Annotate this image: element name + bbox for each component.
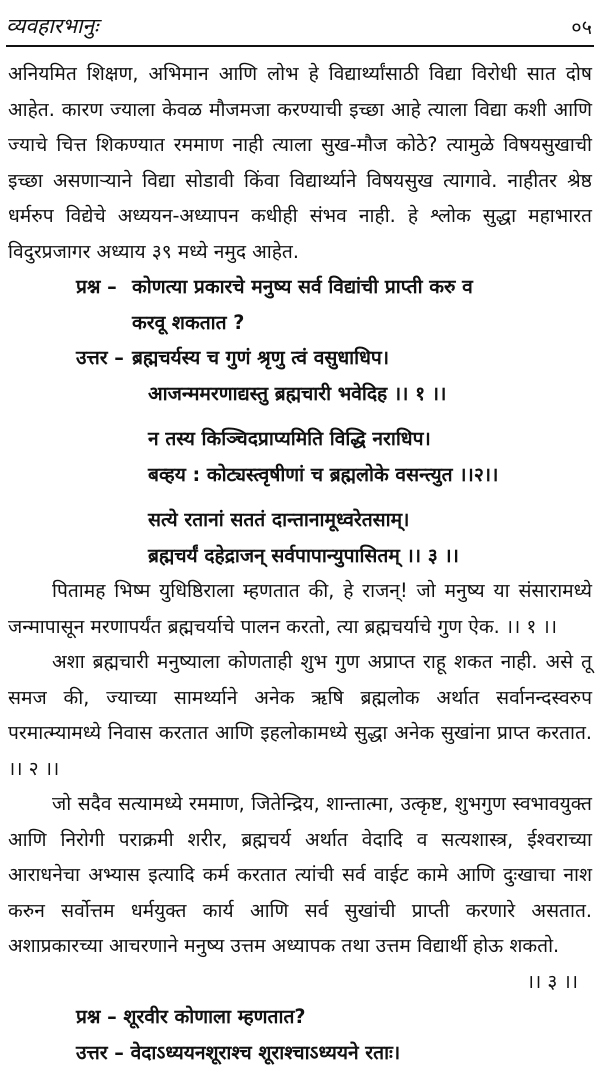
answer-label: उत्तर – — [76, 346, 124, 369]
header-rule — [6, 45, 594, 47]
paragraph: अशा ब्रह्मचारी मनुष्याला कोणताही शुभ गुण अप्राप्त राहू शकत नाही. असे तू समज की, ज्याच्या सामर्थ्याने अनेक ऋषि ब्रह्मलोक अर्थात सर्वानन्दस्वरुप परमात्म्यामध्ये निवास करतात आणि इहलोकामध्ये सुद्धा अनेक सुखांना प्राप्त करतात. ।। २ ।। — [8, 650, 592, 780]
verse-line: ब्रह्मचर्यं दहेद्राजन् सर्वपापान्युपासितम् ।। ३ ।। — [148, 543, 459, 567]
answer-1 — [8, 340, 592, 376]
answer-2: उत्तर – वेदाऽध्ययनशूराश्च शूराश्चाऽध्ययने रताः। — [76, 1040, 401, 1064]
question-continuation: करवू शकतात ? — [132, 310, 245, 334]
verse-line: बव्हय : कोट्यस्त्वृषीणां च ब्रह्मलोके वसन्त्युत ।।२।। — [148, 462, 499, 486]
verse-line: न तस्य किञ्चिदप्राप्यमिति विद्धि नराधिप। — [148, 427, 431, 450]
question-text: कोणत्या प्रकारचे मनुष्य सर्व विद्यांची प्राप्ती करु व — [132, 275, 473, 298]
page-body — [8, 56, 592, 1070]
verse-line: सत्ये रतानां सततं दान्तानामूध्वरेतसाम्। — [148, 508, 410, 531]
question-1 — [8, 269, 592, 305]
verse-number: ।। ३ ।। — [526, 969, 578, 993]
running-header — [6, 6, 594, 40]
verse-line: आजन्ममरणाद्यस्तु ब्रह्मचारी भवेदिह ।। १ ।। — [148, 381, 447, 405]
verse-line: ब्रह्मचर्यस्य च गुणं श्रृणु त्वं वसुधाधिप। — [132, 346, 390, 369]
question-label: प्रश्न – — [76, 275, 117, 298]
paragraph: जो सदैव सत्यामध्ये रममाण, जितेन्द्रिय, शान्तात्मा, उत्कृष्ट, शुभगुण स्वभावयुक्त आणि निरोगी पराक्रमी शरीर, ब्रह्मचर्य अर्थात वेदादि व सत्यशास्त्र, ईश्वराच्या आराधनेचा अभ्यास इत्यादि कर्म करतात त्यांची सर्व वाईट कामे आणि दुःखाचा नाश करुन सर्वोत्तम धर्मयुक्त कार्य आणि सर्व सुखांची प्राप्ती करणारे असतात. अशाप्रकारच्या आचरणाने मनुष्य उत्तम अध्यापक तथा उत्तम विद्यार्थी होऊ शकतो. — [8, 792, 592, 957]
paragraph: पितामह भिष्म युधिष्ठिराला म्हणतात की, हे राजन्! जो मनुष्य या संसारामध्ये जन्मापासून मरणापर्यंत ब्रह्मचर्याचे पालन करतो, त्या ब्रह्मचर्याचे गुण ऐक. ।। १ ।। — [8, 579, 592, 638]
page-number: ०५ — [571, 15, 592, 39]
paragraph: अनियमित शिक्षण, अभिमान आणि लोभ हे विद्यार्थ्यांसाठी विद्या विरोधी सात दोष आहेत. कारण ज्याला केवळ मौजमजा करण्याची इच्छा आहे त्याला विद्या कशी आणि ज्याचे चित्त शिकण्यात रममाण नाही त्याला सुख-मौज कोठे? त्यामुळे विषयसुखाची इच्छा असणाऱ्याने विद्या सोडावी किंवा विद्यार्थ्याने विषयसुख त्यागावे. नाहीतर श्रेष्ठ धर्मरुप विद्येचे अध्ययन-अध्यापन कधीही संभव नाही. हे श्लोक सुद्धा महाभारत विदुरप्रजागर अध्याय ३९ मध्ये नमुद आहेत. — [8, 62, 592, 263]
spacer — [8, 492, 592, 502]
question-2: प्रश्न – शूरवीर कोणाला म्हणतात? — [76, 1005, 306, 1028]
running-title: व्यवहारभानुः — [6, 14, 99, 38]
spacer — [8, 411, 592, 421]
